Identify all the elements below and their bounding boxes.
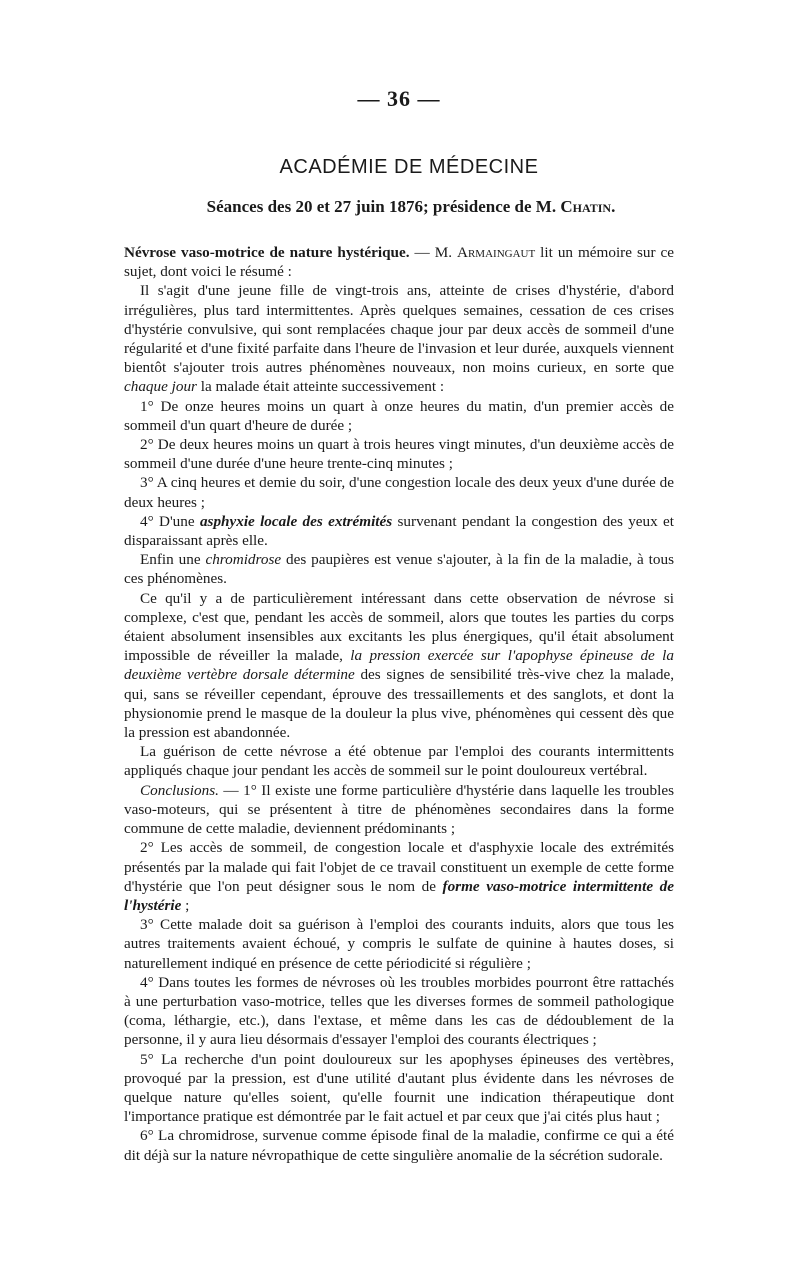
- paragraph-emphasis: asphyxie locale des extrémités: [199, 512, 393, 530]
- paragraph-text: des signes de sensibilité très-vive chez la malade, qui, sans se réveiller cependant, éprouve des tressaillements et des sanglots, et dont la physionomie prend le masque de la douleur la plus vive, phénomènes qui cessent dès que la pression est abandonnée.: [124, 666, 674, 742]
- paragraph: [124, 512, 674, 550]
- article-title-dash: — M.: [409, 244, 457, 261]
- article-author: Armaingaut: [457, 244, 536, 261]
- session-line: [124, 197, 674, 217]
- paragraph: 3° A cinq heures et demie du soir, d'une congestion locale des deux yeux d'une durée de deux heures ;: [124, 474, 674, 511]
- paragraph: [124, 838, 674, 915]
- session-president: Chatin.: [560, 197, 616, 216]
- article-heading: [124, 243, 674, 281]
- paragraph-emphasis: forme vaso-motrice intermittente de l'hystérie: [124, 877, 674, 914]
- section-heading: ACADÉMIE DE MÉDECINE: [279, 156, 539, 178]
- paragraph-text: survenant pendant la congestion des yeux et disparaissant après elle.: [124, 512, 674, 550]
- paragraph: 6° La chromidrose, survenue comme épisode final de la maladie, confirme ce qui a été dit déjà sur la nature névropathique de cette singulière anomalie de la sécrétion sudorale.: [124, 1127, 674, 1164]
- paragraph: 2° De deux heures moins un quart à trois heures vingt minutes, d'un deuxième accès de sommeil d'une durée d'une heure trente-cinq minutes ;: [124, 436, 674, 473]
- page-number: — 36 —: [357, 86, 441, 111]
- article-intro: lit un mémoire sur ce sujet, dont voici le résumé :: [124, 244, 674, 281]
- text-column: [124, 86, 674, 1165]
- paragraph: 1° De onze heures moins un quart à onze heures du matin, d'un premier accès de sommeil d'un quart d'heure de durée ;: [124, 397, 674, 434]
- paragraph-text: Enfin une: [140, 551, 206, 569]
- paragraph: [124, 589, 674, 743]
- paragraph-text: 4° D'une: [140, 512, 200, 530]
- paragraph-text: la malade était atteinte successivement :: [196, 378, 445, 396]
- article-title: Névrose vaso-motrice de nature hystérique.: [124, 244, 410, 261]
- paragraph-emphasis: la pression exercée sur l'apophyse épineuse de la deuxième vertèbre dorsale détermine: [124, 647, 674, 684]
- paragraph-text: ;: [181, 896, 190, 914]
- paragraph-text: Ce qu'il y a de particulièrement intéressant dans cette observation de névrose si complexe, c'est que, pendant les accès de sommeil, alors que toutes les parties du corps étaient absolument insensibles aux excitants les plus énergiques, qu'il était absolument impossible de réveiller la malade,: [124, 589, 674, 665]
- paragraph-emphasis: chromidrose: [205, 551, 282, 569]
- session-text: Séances des 20 et 27 juin 1876; présidence de M.: [206, 197, 557, 216]
- paragraph-emphasis: Conclusions.: [140, 781, 219, 799]
- paragraph: [124, 781, 674, 839]
- paragraph: La guérison de cette névrose a été obtenue par l'emploi des courants intermittents appliqués chaque jour pendant les accès de sommeil sur le point douloureux vertébral.: [124, 743, 674, 780]
- paragraph-text: — 1° Il existe une forme particulière d'hystérie dans laquelle les troubles vaso-moteurs, qui se présentent à titre de phénomènes secondaires dans la forme commune de cette maladie, deviennent prédominants ;: [124, 781, 674, 838]
- paragraph: [124, 550, 674, 588]
- paragraph: 5° La recherche d'un point douloureux sur les apophyses épineuses des vertèbres, provoqué par la pression, est d'une utilité d'autant plus évidente dans les névroses de quelque nature qu'elles soient, qu'elle fournit une indication thérapeutique dont l'importance pratique est démontrée par le fait actuel et par ceux que j'ai cités plus haut ;: [124, 1050, 674, 1126]
- paragraph: 3° Cette malade doit sa guérison à l'emploi des courants induits, alors que tous les autres traitements avaient échoué, y compris le sulfate de quinine à hautes doses, si naturellement indiqué en présence de cette périodicité si régulière ;: [124, 916, 674, 972]
- paragraph-text: 2° Les accès de sommeil, de congestion locale et d'asphyxie locale des extrémités présentés par la malade qui fait l'objet de ce travail constituent un exemple de cette forme d'hystérie que l'on peut désigner sous le nom de: [124, 839, 674, 895]
- paragraph: [124, 281, 674, 396]
- paragraph-text: Il s'agit d'une jeune fille de vingt-trois ans, atteinte de crises d'hystérie, d'abord irrégulières, plus tard intermittentes. Après quelques semaines, cessation de ces crises d'hystérie convulsive, qui sont remplacées chaque jour par deux accès de sommeil d'une régularité et d'une fixité parfaite dans l'heure de l'invasion et leur durée, auxquels viennent bientôt s'ajouter trois autres phénomènes nouveaux, non moins curieux, en sorte que: [124, 282, 674, 377]
- paragraph: 4° Dans toutes les formes de névroses où les troubles morbides pourront être rattachés à une perturbation vaso-motrice, telles que les diverses formes de sommeil pathologique (coma, léthargie, etc.), dans l'extase, et même dans les cas de dédoublement de la personne, il y aura lieu désormais d'essayer l'emploi des courants électriques ;: [124, 973, 674, 1049]
- paragraph-emphasis: chaque jour: [124, 378, 197, 396]
- paragraph-text: des paupières est venue s'ajouter, à la fin de la maladie, à tous ces phénomènes.: [124, 551, 674, 588]
